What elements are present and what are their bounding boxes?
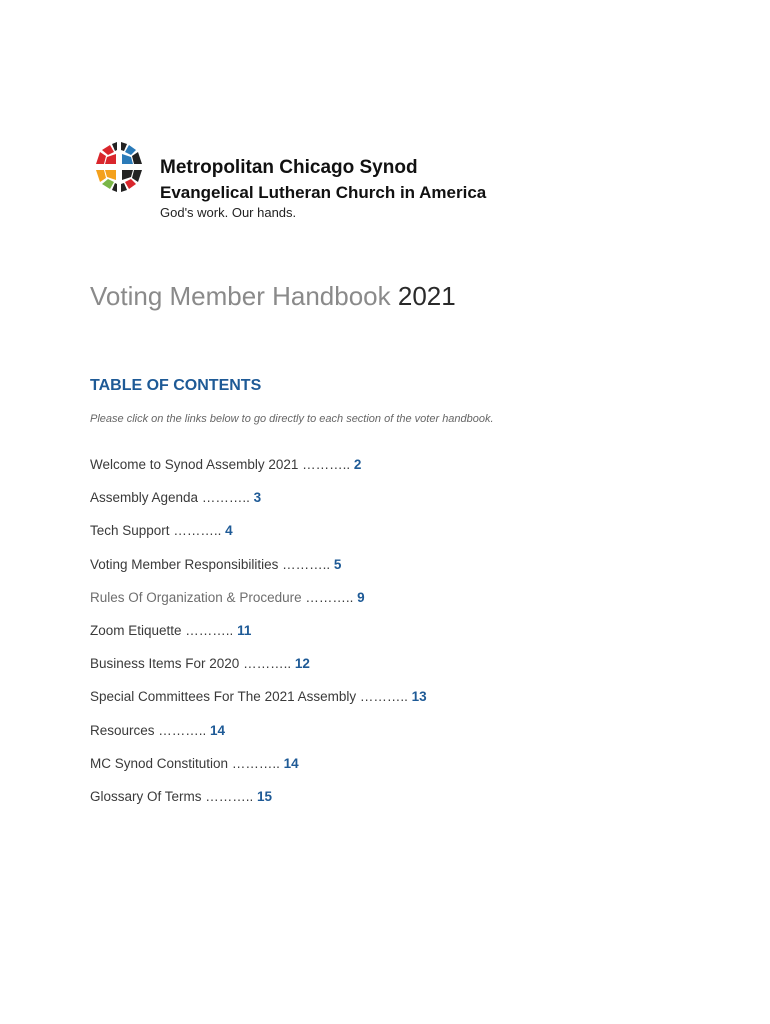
toc-page-number: 14: [283, 755, 299, 771]
toc-link-resources[interactable]: [90, 721, 427, 754]
page-title: [90, 281, 456, 312]
toc-page-number: 2: [353, 457, 362, 472]
toc-page-number: 13: [411, 689, 427, 705]
toc-leader: ………..: [198, 490, 254, 506]
toc-link-welcome[interactable]: [90, 455, 427, 488]
toc-label: Assembly Agenda: [90, 490, 199, 506]
toc-page-number: 11: [237, 622, 252, 638]
toc-page-number: 15: [257, 788, 273, 804]
toc-label: Rules Of Organization & Procedure: [90, 589, 302, 605]
toc-page-number: 9: [357, 589, 365, 605]
toc-page-number: 5: [333, 556, 342, 572]
toc-link-glossary[interactable]: [90, 787, 427, 820]
toc-list: [90, 455, 427, 820]
title-text: Voting Member Handbook: [90, 281, 391, 311]
toc-leader: ………..: [298, 457, 354, 472]
toc-leader: ………..: [169, 523, 226, 539]
toc-link-zoom-etiquette[interactable]: [90, 621, 427, 654]
toc-leader: ………..: [301, 589, 358, 605]
toc-label: Zoom Etiquette: [90, 622, 182, 638]
toc-leader: ………..: [181, 622, 238, 638]
toc-leader: ………..: [278, 556, 334, 572]
org-subtitle: Evangelical Lutheran Church in America: [160, 183, 487, 202]
elca-cross-logo-icon: [92, 140, 146, 194]
toc-link-special-committees[interactable]: [90, 687, 427, 720]
toc-label: Business Items For 2020: [90, 656, 240, 672]
toc-leader: ………..: [239, 656, 295, 672]
toc-link-business-items[interactable]: [90, 654, 427, 687]
toc-instructions: Please click on the links below to go directly to each section of the voter handbook.: [90, 413, 494, 425]
toc-page-number: 14: [210, 722, 226, 738]
toc-leader: ………..: [356, 689, 412, 705]
org-tagline: God's work. Our hands.: [160, 205, 297, 220]
title-year: 2021: [397, 281, 456, 311]
toc-leader: ………..: [228, 755, 284, 771]
toc-leader: ………..: [201, 788, 258, 804]
toc-link-assembly-agenda[interactable]: [90, 488, 427, 521]
toc-leader: ………..: [154, 722, 211, 738]
toc-label: MC Synod Constitution: [90, 755, 229, 771]
org-name: Metropolitan Chicago Synod: [160, 157, 418, 178]
toc-label: Tech Support: [90, 523, 170, 539]
toc-page-number: 12: [294, 656, 310, 672]
toc-link-constitution[interactable]: [90, 754, 427, 787]
toc-label: Welcome to Synod Assembly 2021: [90, 457, 299, 472]
toc-link-rules-of-organization[interactable]: [90, 588, 427, 621]
toc-link-voting-responsibilities[interactable]: [90, 555, 427, 588]
toc-page-number: 3: [253, 490, 262, 506]
toc-page-number: 4: [225, 523, 233, 539]
toc-label: Resources: [90, 722, 155, 738]
toc-heading: TABLE OF CONTENTS: [90, 377, 262, 394]
toc-label: Voting Member Responsibilities: [90, 556, 279, 572]
toc-label: Glossary Of Terms: [90, 788, 202, 804]
toc-label: Special Committees For The 2021 Assembly: [90, 689, 357, 705]
toc-link-tech-support[interactable]: [90, 521, 427, 554]
